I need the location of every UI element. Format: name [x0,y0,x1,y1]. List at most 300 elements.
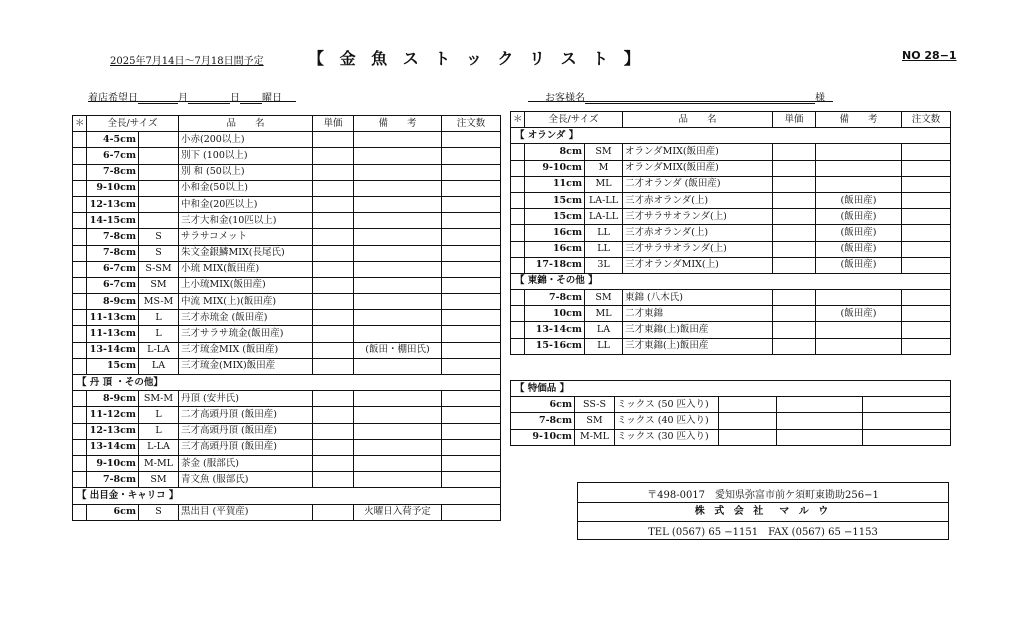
remarks-cell [777,429,863,445]
remarks-cell [354,148,442,164]
price-cell [313,261,354,277]
size-header: 全長/サイズ [525,112,623,128]
remarks-cell [354,294,442,310]
name-cell: 別 和 (50以上) [179,164,313,180]
mark-cell[interactable] [511,160,525,176]
mark-cell[interactable] [73,261,87,277]
size-cell: MS-M [139,294,179,310]
mark-cell[interactable] [73,164,87,180]
table-row [73,504,501,520]
table-row [511,192,951,208]
price-cell [773,225,816,241]
name-cell: 黒出目 (平賀産) [179,504,313,520]
name-cell: 丹頂 (安井氏) [179,391,313,407]
size-cell: SM [585,144,623,160]
name-cell: 三才オランダMIX(上) [623,257,773,273]
price-cell [773,322,816,338]
size-cell: M [585,160,623,176]
price-cell [313,358,354,374]
size-cell: SM [575,413,615,429]
name-cell: 茶金 (服部氏) [179,455,313,471]
name-cell: 小琉 MIX(飯田産) [179,261,313,277]
qty-cell[interactable] [442,407,501,423]
month-label: 月 [178,93,188,104]
mark-cell[interactable] [511,257,525,273]
name-cell: ミックス (40 匹入り) [615,413,719,429]
qty-cell[interactable] [442,310,501,326]
remarks-cell [816,290,902,306]
mark-cell[interactable] [73,342,87,358]
price-cell [313,294,354,310]
name-cell: 朱文金銀鱗MIX(長尾氏) [179,245,313,261]
mark-cell[interactable] [73,504,87,520]
table-row [73,180,501,196]
length-cell: 10cm [525,306,585,322]
qty-cell[interactable] [902,322,951,338]
qty-cell[interactable] [902,290,951,306]
table-row [511,176,951,192]
length-cell: 15-16cm [525,338,585,354]
table-row [73,196,501,212]
length-cell: 8-9cm [87,391,139,407]
price-cell [313,391,354,407]
price-cell [773,176,816,192]
size-cell: L [139,310,179,326]
mark-cell[interactable] [511,241,525,257]
qty-cell[interactable] [902,306,951,322]
name-cell: 二才東錦 [623,306,773,322]
size-cell: L [139,326,179,342]
price-cell [313,213,354,229]
length-cell: 7-8cm [87,229,139,245]
price-cell [313,342,354,358]
remarks-cell: (飯田産) [816,192,902,208]
table-row [511,338,951,354]
price-cell [719,397,777,413]
qty-cell[interactable] [902,144,951,160]
name-cell: 青文魚 (服部氏) [179,472,313,488]
qty-cell[interactable] [442,196,501,212]
remarks-cell [354,132,442,148]
qty-cell[interactable] [902,257,951,273]
size-cell [139,196,179,212]
length-cell: 9-10cm [511,429,575,445]
mark-cell[interactable] [511,306,525,322]
price-cell [773,338,816,354]
qty-cell[interactable] [442,229,501,245]
length-cell: 16cm [525,225,585,241]
mark-header: ＊ [73,116,87,132]
length-cell: 4-5cm [87,132,139,148]
remarks-cell [354,261,442,277]
mark-cell[interactable] [511,290,525,306]
length-cell: 7-8cm [511,413,575,429]
weekday-label: 曜日 [262,93,282,104]
qty-cell[interactable] [863,397,951,413]
qty-cell[interactable] [442,132,501,148]
qty-cell[interactable] [442,455,501,471]
qty-cell[interactable] [902,225,951,241]
qty-cell[interactable] [442,245,501,261]
mark-cell[interactable] [73,472,87,488]
name-cell: 二才オランダ (飯田産) [623,176,773,192]
mark-cell[interactable] [511,144,525,160]
customer-underline [528,101,833,102]
company-address: 〒498-0017 愛知県弥富市前ケ須町東勘助256−1 [647,490,879,501]
qty-cell[interactable] [442,148,501,164]
size-cell: S [139,245,179,261]
qty-cell[interactable] [442,423,501,439]
name-cell: 三才琉金(MIX)飯田産 [179,358,313,374]
price-cell [313,164,354,180]
size-cell: LL [585,338,623,354]
name-cell: 三才赤オランダ(上) [623,192,773,208]
qty-header: 注文数 [442,116,501,132]
table-row [511,225,951,241]
remarks-header: 備 考 [816,112,902,128]
qty-cell[interactable] [442,261,501,277]
length-cell: 13-14cm [525,322,585,338]
price-cell [313,180,354,196]
left-stock-table [72,115,501,521]
size-cell [139,213,179,229]
name-cell: 三才東錦(上)飯田産 [623,338,773,354]
mark-cell[interactable] [511,209,525,225]
mark-cell[interactable] [73,455,87,471]
length-cell: 12-13cm [87,196,139,212]
mark-cell[interactable] [511,338,525,354]
arrival-label: 着店希望日 [88,93,138,104]
remarks-cell: (飯田産) [816,209,902,225]
table-row [73,310,501,326]
table-header [511,112,951,128]
mark-cell[interactable] [73,407,87,423]
section-header [511,381,951,397]
size-cell: SS-S [575,397,615,413]
remarks-cell: (飯田・棚田氏) [354,342,442,358]
qty-cell[interactable] [442,277,501,293]
qty-cell[interactable] [442,180,501,196]
remarks-cell [354,407,442,423]
length-cell: 11-13cm [87,310,139,326]
remarks-cell: (飯田産) [816,306,902,322]
page-title: 【 金 魚 ス ト ッ ク リ ス ト 】 [308,49,645,68]
mark-cell[interactable] [73,245,87,261]
remarks-cell: (飯田産) [816,225,902,241]
mark-cell[interactable] [73,310,87,326]
qty-cell[interactable] [863,413,951,429]
date-range: 2025年7月14日〜7月18日間予定 [110,56,264,67]
name-cell: オランダMIX(飯田産) [623,144,773,160]
qty-cell[interactable] [442,326,501,342]
table-row [73,358,501,374]
table-row [73,472,501,488]
table-row [73,391,501,407]
right-stock-table [510,111,951,355]
length-cell: 6cm [87,504,139,520]
table-row [511,160,951,176]
table-row [511,144,951,160]
length-cell: 15cm [525,209,585,225]
remarks-cell: (飯田産) [816,241,902,257]
length-cell: 11-12cm [87,407,139,423]
mark-cell[interactable] [511,225,525,241]
price-cell [773,290,816,306]
size-cell: LA-LL [585,209,623,225]
mark-cell[interactable] [511,176,525,192]
table-row [73,455,501,471]
size-cell: SM-M [139,391,179,407]
price-cell [773,241,816,257]
table-row [73,164,501,180]
name-cell: 小和金(50以上) [179,180,313,196]
section-header [511,128,951,144]
remarks-cell [354,213,442,229]
length-cell: 6-7cm [87,148,139,164]
mark-cell[interactable] [73,132,87,148]
table-row [511,413,951,429]
length-cell: 9-10cm [525,160,585,176]
size-cell: ML [585,306,623,322]
table-row [73,342,501,358]
name-cell: 別下 (100以上) [179,148,313,164]
name-cell: オランダMIX(飯田産) [623,160,773,176]
length-cell: 7-8cm [525,290,585,306]
length-cell: 17-18cm [525,257,585,273]
table-header [73,116,501,132]
mark-cell[interactable] [73,326,87,342]
mark-cell[interactable] [73,213,87,229]
length-cell: 11-13cm [87,326,139,342]
remarks-cell [354,358,442,374]
sama-label: 様 [815,93,825,104]
qty-cell[interactable] [902,209,951,225]
price-cell [313,277,354,293]
remarks-header: 備 考 [354,116,442,132]
size-cell: LA [585,322,623,338]
name-cell: 二才高頭丹頂 (飯田産) [179,407,313,423]
price-cell [773,257,816,273]
price-cell [773,209,816,225]
length-cell: 11cm [525,176,585,192]
mark-cell[interactable] [73,277,87,293]
qty-cell[interactable] [442,164,501,180]
table-row [73,245,501,261]
table-row [511,290,951,306]
length-cell: 6-7cm [87,261,139,277]
company-info-box [577,482,949,540]
size-cell: 3L [585,257,623,273]
remarks-cell [354,229,442,245]
name-cell: 三才琉金MIX (飯田産) [179,342,313,358]
price-cell [313,245,354,261]
table-row [511,322,951,338]
qty-cell[interactable] [442,472,501,488]
length-cell: 8-9cm [87,294,139,310]
length-cell: 7-8cm [87,164,139,180]
name-cell: 三才サラサ琉金(飯田産) [179,326,313,342]
table-row [73,261,501,277]
qty-cell[interactable] [902,176,951,192]
name-header: 品 名 [623,112,773,128]
name-cell: ミックス (30 匹入り) [615,429,719,445]
table-row [511,241,951,257]
table-row [73,213,501,229]
name-cell: 三才サラサオランダ(上) [623,241,773,257]
length-cell: 15cm [87,358,139,374]
table-row [73,277,501,293]
price-header: 単価 [773,112,816,128]
size-cell: ML [585,176,623,192]
size-cell: M-ML [139,455,179,471]
size-cell: SM [139,472,179,488]
size-cell: L-LA [139,439,179,455]
table-row [73,229,501,245]
price-header: 単価 [313,116,354,132]
length-cell: 9-10cm [87,180,139,196]
qty-cell[interactable] [902,338,951,354]
size-cell: LA [139,358,179,374]
name-cell: 中流 MIX(上)(飯田産) [179,294,313,310]
name-cell: 東錦 (八木氏) [623,290,773,306]
price-cell [313,132,354,148]
size-cell [139,180,179,196]
price-cell [773,144,816,160]
remarks-cell [354,472,442,488]
mark-cell[interactable] [73,423,87,439]
length-cell: 15cm [525,192,585,208]
section-header [511,273,951,289]
price-cell [313,148,354,164]
length-cell: 7-8cm [87,472,139,488]
qty-cell[interactable] [442,504,501,520]
qty-cell[interactable] [442,342,501,358]
price-cell [313,326,354,342]
mark-cell[interactable] [73,148,87,164]
price-cell [313,504,354,520]
table-row [511,429,951,445]
length-cell: 6-7cm [87,277,139,293]
price-cell [773,192,816,208]
table-row [73,132,501,148]
length-cell: 13-14cm [87,342,139,358]
remarks-cell [354,180,442,196]
qty-cell[interactable] [902,192,951,208]
mark-cell[interactable] [73,180,87,196]
qty-cell[interactable] [442,213,501,229]
qty-header: 注文数 [902,112,951,128]
mark-cell[interactable] [73,439,87,455]
length-cell: 8cm [525,144,585,160]
section-header [73,488,501,504]
document-number: NO 28−1 [902,49,957,62]
name-cell: 中和金(20匹以上) [179,196,313,212]
remarks-cell [354,326,442,342]
mark-cell[interactable] [73,229,87,245]
price-cell [313,439,354,455]
remarks-cell [816,322,902,338]
length-cell: 12-13cm [87,423,139,439]
name-cell: 三才大和金(10匹以上) [179,213,313,229]
price-cell [313,472,354,488]
size-cell: S [139,229,179,245]
size-cell: L-LA [139,342,179,358]
section-title: 【 丹 頂 ・その他】 [73,375,501,391]
price-cell [313,455,354,471]
name-cell: 三才赤琉金 (飯田産) [179,310,313,326]
remarks-cell: 火曜日入荷予定 [354,504,442,520]
size-cell [139,148,179,164]
size-cell: SM [585,290,623,306]
table-row [511,257,951,273]
mark-cell[interactable] [73,391,87,407]
name-cell: サラサコメット [179,229,313,245]
section-title: 【 出目金・キャリコ 】 [73,488,501,504]
size-cell: LL [585,225,623,241]
company-contact: TEL (0567) 65 −1151 FAX (0567) 65 −1153 [648,527,878,538]
qty-cell[interactable] [442,358,501,374]
table-row [511,397,951,413]
arrival-underline [88,101,296,102]
size-cell [139,132,179,148]
size-cell: S-SM [139,261,179,277]
qty-cell[interactable] [902,241,951,257]
price-cell [313,423,354,439]
remarks-cell [816,176,902,192]
name-cell: 三才高頭丹頂 (飯田産) [179,439,313,455]
name-cell: 小赤(200以上) [179,132,313,148]
mark-cell[interactable] [73,294,87,310]
length-cell: 13-14cm [87,439,139,455]
qty-cell[interactable] [442,294,501,310]
size-cell: M-ML [575,429,615,445]
remarks-cell [777,413,863,429]
remarks-cell [816,338,902,354]
day-label: 日 [230,93,240,104]
size-cell: L [139,423,179,439]
table-row [73,439,501,455]
remarks-cell [354,310,442,326]
name-cell: ミックス (50 匹入り) [615,397,719,413]
mark-cell[interactable] [511,322,525,338]
length-cell: 7-8cm [87,245,139,261]
table-row [73,294,501,310]
size-header: 全長/サイズ [87,116,179,132]
table-row [73,326,501,342]
size-cell [139,164,179,180]
mark-cell[interactable] [511,192,525,208]
price-cell [719,413,777,429]
company-name: 株 式 会 社 マ ル ウ [578,502,948,522]
remarks-cell [816,144,902,160]
qty-cell[interactable] [863,429,951,445]
qty-cell[interactable] [442,391,501,407]
name-header: 品 名 [179,116,313,132]
length-cell: 16cm [525,241,585,257]
special-price-table [510,380,951,446]
size-cell: S [139,504,179,520]
qty-cell[interactable] [442,439,501,455]
remarks-cell [354,245,442,261]
mark-header: ＊ [511,112,525,128]
length-cell: 9-10cm [87,455,139,471]
remarks-cell: (飯田産) [816,257,902,273]
qty-cell[interactable] [902,160,951,176]
remarks-cell [354,455,442,471]
mark-cell[interactable] [73,196,87,212]
mark-cell[interactable] [73,358,87,374]
length-cell: 6cm [511,397,575,413]
